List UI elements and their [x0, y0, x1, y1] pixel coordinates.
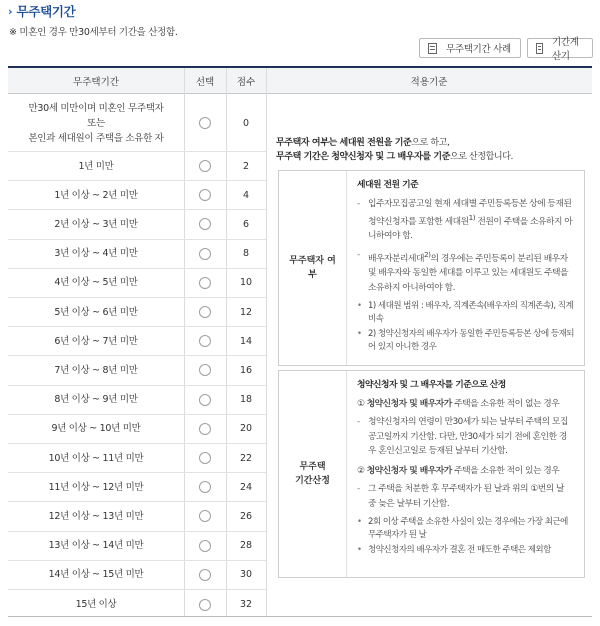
- score-cell: 18: [239, 394, 253, 406]
- select-radio[interactable]: [199, 540, 211, 552]
- dash-marker: -: [357, 417, 360, 427]
- select-cell: [184, 298, 226, 326]
- period-cell: 4년 이상 ~ 5년 미만: [54, 277, 138, 289]
- score-cell: 12: [239, 306, 253, 318]
- mujutaek-table: [8, 66, 592, 617]
- period-calculator-label: 기간계산기: [552, 37, 579, 62]
- header-period: 무주택기간: [73, 77, 119, 88]
- select-radio[interactable]: [199, 189, 211, 201]
- select-cell: [184, 444, 226, 472]
- box-label-line: 무주택: [299, 462, 326, 472]
- select-cell: [184, 152, 226, 180]
- select-cell: [184, 269, 226, 297]
- case-heading: [357, 397, 576, 412]
- period-cell: 6년 이상 ~ 7년 미만: [54, 335, 138, 347]
- item-text: 중 늦은 날부터 기산함.: [368, 498, 450, 509]
- criteria-intro-text: 으로 산정합니다.: [450, 152, 513, 162]
- table-row: [8, 356, 266, 385]
- bullet-marker: •: [357, 329, 362, 340]
- select-radio[interactable]: [199, 452, 211, 464]
- table-row: [8, 240, 266, 269]
- note-text: 2회 이상 주택을 소유한 사실이 있는 경우에는 가장 최근에 무주택자가 된 날: [368, 517, 568, 540]
- select-radio[interactable]: [199, 481, 211, 493]
- footnote-ref: 1): [468, 213, 476, 222]
- score-cell: 0: [242, 117, 250, 129]
- section-title-text: 무주택기간: [16, 4, 76, 19]
- case-number: ②: [357, 465, 365, 476]
- period-cell: 9년 이상 ~ 10년 미만: [51, 423, 141, 435]
- criteria-intro: [276, 136, 513, 164]
- item-text: 의 경우에는 주민등록이 분리된 배우자: [430, 253, 568, 264]
- period-cell: [8, 95, 184, 151]
- case-bold: 청약신청자 및 배우자가: [366, 465, 452, 476]
- period-cell: 13년 이상 ~ 14년 미만: [48, 540, 144, 552]
- bullet-marker: •: [357, 301, 362, 312]
- case-heading: [357, 464, 576, 479]
- period-cell: 3년 이상 ~ 4년 미만: [54, 248, 138, 260]
- box-label-line: 무주택자 여: [289, 256, 336, 266]
- score-cell: 2: [242, 160, 250, 172]
- score-cell: 32: [239, 599, 253, 611]
- dash-marker: -: [357, 484, 360, 494]
- item-text: 공고일까지 기산함. 다만, 만30세가 되기 전에 혼인한 경: [368, 431, 567, 442]
- period-cell: 15년 이상: [75, 599, 117, 611]
- header-select: 선택: [195, 77, 215, 88]
- criteria-box-period: [278, 370, 585, 578]
- mujutaek-example-label: 무주택기간 사례: [446, 44, 511, 55]
- table-row: [8, 95, 266, 152]
- select-cell: [184, 502, 226, 530]
- select-cell: [184, 327, 226, 355]
- select-cell: [184, 386, 226, 414]
- score-cell: 30: [239, 569, 253, 581]
- criteria-intro-text: 으로 하고,: [411, 138, 450, 148]
- item-text: 배우자분리세대: [368, 253, 424, 264]
- select-cell: [184, 181, 226, 209]
- criteria-item: [357, 248, 576, 295]
- period-cell: 2년 이상 ~ 3년 미만: [54, 218, 138, 230]
- criteria-intro-bold: 무주택 기간은 청약신청자 및 그 배우자를 기준: [276, 152, 450, 162]
- case-text: 주택을 소유한 적이 없는 경우: [451, 398, 560, 409]
- table-row: [8, 181, 266, 210]
- period-cell: 14년 이상 ~ 15년 미만: [48, 569, 144, 581]
- footnote-ref: 2): [424, 249, 431, 259]
- period-line: 만30세 미만이며 미혼인 무주택자: [28, 102, 164, 114]
- table-row: [8, 444, 266, 473]
- select-radio[interactable]: [199, 599, 211, 611]
- dash-marker: -: [357, 249, 360, 260]
- period-cell: 8년 이상 ~ 9년 미만: [54, 394, 138, 406]
- select-radio[interactable]: [199, 218, 211, 230]
- score-cell: 26: [239, 510, 253, 522]
- note-text: 청약신청자의 배우자가 결혼 전 매도한 주택은 제외함: [368, 545, 551, 555]
- box-label-line: 기간산정: [295, 476, 330, 486]
- select-radio[interactable]: [199, 510, 211, 522]
- select-radio[interactable]: [199, 277, 211, 289]
- bullet-marker: •: [357, 545, 362, 555]
- box-heading: 청약신청자 및 그 배우자를 기준으로 산정: [357, 380, 506, 390]
- select-cell: [184, 561, 226, 589]
- select-cell: [184, 532, 226, 560]
- item-text: 입주자모집공고일 현재 세대별 주민등록등본 상에 등재된: [368, 198, 572, 209]
- dash-marker: -: [357, 198, 360, 209]
- table-row: [8, 502, 266, 531]
- table-row: [8, 269, 266, 298]
- score-cell: 20: [239, 423, 253, 435]
- mujutaek-example-button[interactable]: [419, 38, 521, 58]
- select-cell: [184, 95, 226, 151]
- select-cell: [184, 356, 226, 384]
- table-row: [8, 210, 266, 239]
- box-label: [279, 371, 347, 577]
- item-text: 및 배우자와 동일한 세대를 이루고 있는 세대원도 주택을: [368, 268, 569, 279]
- select-radio[interactable]: [199, 394, 211, 406]
- period-cell: 11년 이상 ~ 12년 미만: [48, 481, 144, 493]
- score-cell: 16: [239, 364, 253, 376]
- header-criteria: 적용기준: [410, 77, 448, 88]
- score-cell: 8: [242, 248, 250, 260]
- select-radio[interactable]: [199, 335, 211, 347]
- select-radio[interactable]: [199, 423, 211, 435]
- table-row: [8, 590, 266, 619]
- select-radio[interactable]: [199, 117, 211, 129]
- select-cell: [184, 473, 226, 501]
- score-cell: 28: [239, 540, 253, 552]
- table-row: [8, 298, 266, 327]
- period-cell: 10년 이상 ~ 11년 미만: [48, 452, 144, 464]
- period-calculator-button[interactable]: [527, 37, 593, 62]
- chevron-right-icon: ›: [8, 4, 13, 18]
- period-line: 본인과 세대원이 주택을 소유한 자: [28, 132, 164, 144]
- box-content: [347, 371, 584, 577]
- footnote-item: [357, 328, 576, 354]
- score-cell: 22: [239, 452, 253, 464]
- table-row: [8, 561, 266, 590]
- note-item: [357, 544, 576, 557]
- document-icon: [536, 43, 543, 54]
- select-radio[interactable]: [199, 160, 211, 172]
- note-item: [357, 516, 576, 542]
- footnote-item: [357, 300, 576, 326]
- criteria-item: [357, 482, 576, 511]
- select-radio[interactable]: [199, 364, 211, 376]
- criteria-item: [357, 197, 576, 244]
- item-text: 우 혼인신고일로 등재된 날부터 기산함.: [368, 446, 508, 456]
- box-content: [347, 171, 584, 365]
- box-label-line: 부: [308, 270, 317, 280]
- table-header: [8, 68, 592, 94]
- score-cell: 10: [239, 277, 253, 289]
- case-bold: 청약신청자 및 배우자가: [366, 398, 452, 409]
- item-text: 전원이 주택을 소유하지 아: [475, 216, 573, 227]
- document-icon: [428, 43, 437, 54]
- item-text: 소유하지 아니하여야 함.: [368, 282, 455, 293]
- score-cell: 14: [239, 335, 253, 347]
- period-line: 또는: [87, 117, 105, 129]
- item-text: 청약신청자를 포함한 세대원: [368, 216, 469, 227]
- select-cell: [184, 590, 226, 619]
- footnote-text: 1) 세대원 범위 : 배우자, 직계존속(배우자의 직계존속), 직계비속: [368, 301, 574, 325]
- table-row: [8, 415, 266, 444]
- box-label: [279, 171, 347, 365]
- criteria-item: [357, 415, 576, 459]
- period-cell: 1년 이상 ~ 2년 미만: [54, 189, 138, 201]
- table-row: [8, 532, 266, 561]
- table-row: [8, 327, 266, 356]
- header-score: 점수: [236, 77, 256, 88]
- item-text: 니하여야 함.: [368, 231, 413, 242]
- table-row: [8, 473, 266, 502]
- select-radio[interactable]: [199, 306, 211, 318]
- score-cell: 24: [239, 481, 253, 493]
- period-cell: 1년 미만: [78, 160, 114, 172]
- section-title: [8, 3, 75, 19]
- select-cell: [184, 415, 226, 443]
- period-cell: 7년 이상 ~ 8년 미만: [54, 364, 138, 376]
- column-divider: [266, 68, 267, 616]
- select-radio[interactable]: [199, 569, 211, 581]
- table-row: [8, 152, 266, 181]
- footnote-text: 2) 청약신청자의 배우자가 동일한 주민등록등본 상에 등재되어 있지 아니한 경우: [368, 329, 575, 353]
- score-cell: 6: [242, 218, 250, 230]
- criteria-box-household: [278, 170, 585, 366]
- case-number: ①: [357, 398, 365, 409]
- select-cell: [184, 240, 226, 268]
- item-text: 청약신청자의 연령이 만30세가 되는 날부터 주택의 모집: [368, 417, 568, 427]
- period-cell: 12년 이상 ~ 13년 미만: [48, 510, 144, 522]
- select-radio[interactable]: [199, 248, 211, 260]
- box-heading: 세대원 전원 기준: [357, 180, 419, 190]
- case-text: 주택을 소유한 적이 있는 경우: [451, 465, 560, 476]
- score-cell: 4: [242, 189, 250, 201]
- select-cell: [184, 210, 226, 238]
- period-cell: 5년 이상 ~ 6년 미만: [54, 306, 138, 318]
- item-text: 그 주택을 처분한 후 무주택자가 된 날과 위의 ①번의 날: [368, 484, 565, 494]
- bullet-marker: •: [357, 517, 362, 527]
- criteria-intro-bold: 무주택자 여부는 세대원 전원을 기준: [276, 138, 412, 148]
- table-row: [8, 386, 266, 415]
- section-note: ※ 미혼인 경우 만30세부터 기간을 산정함.: [9, 27, 178, 38]
